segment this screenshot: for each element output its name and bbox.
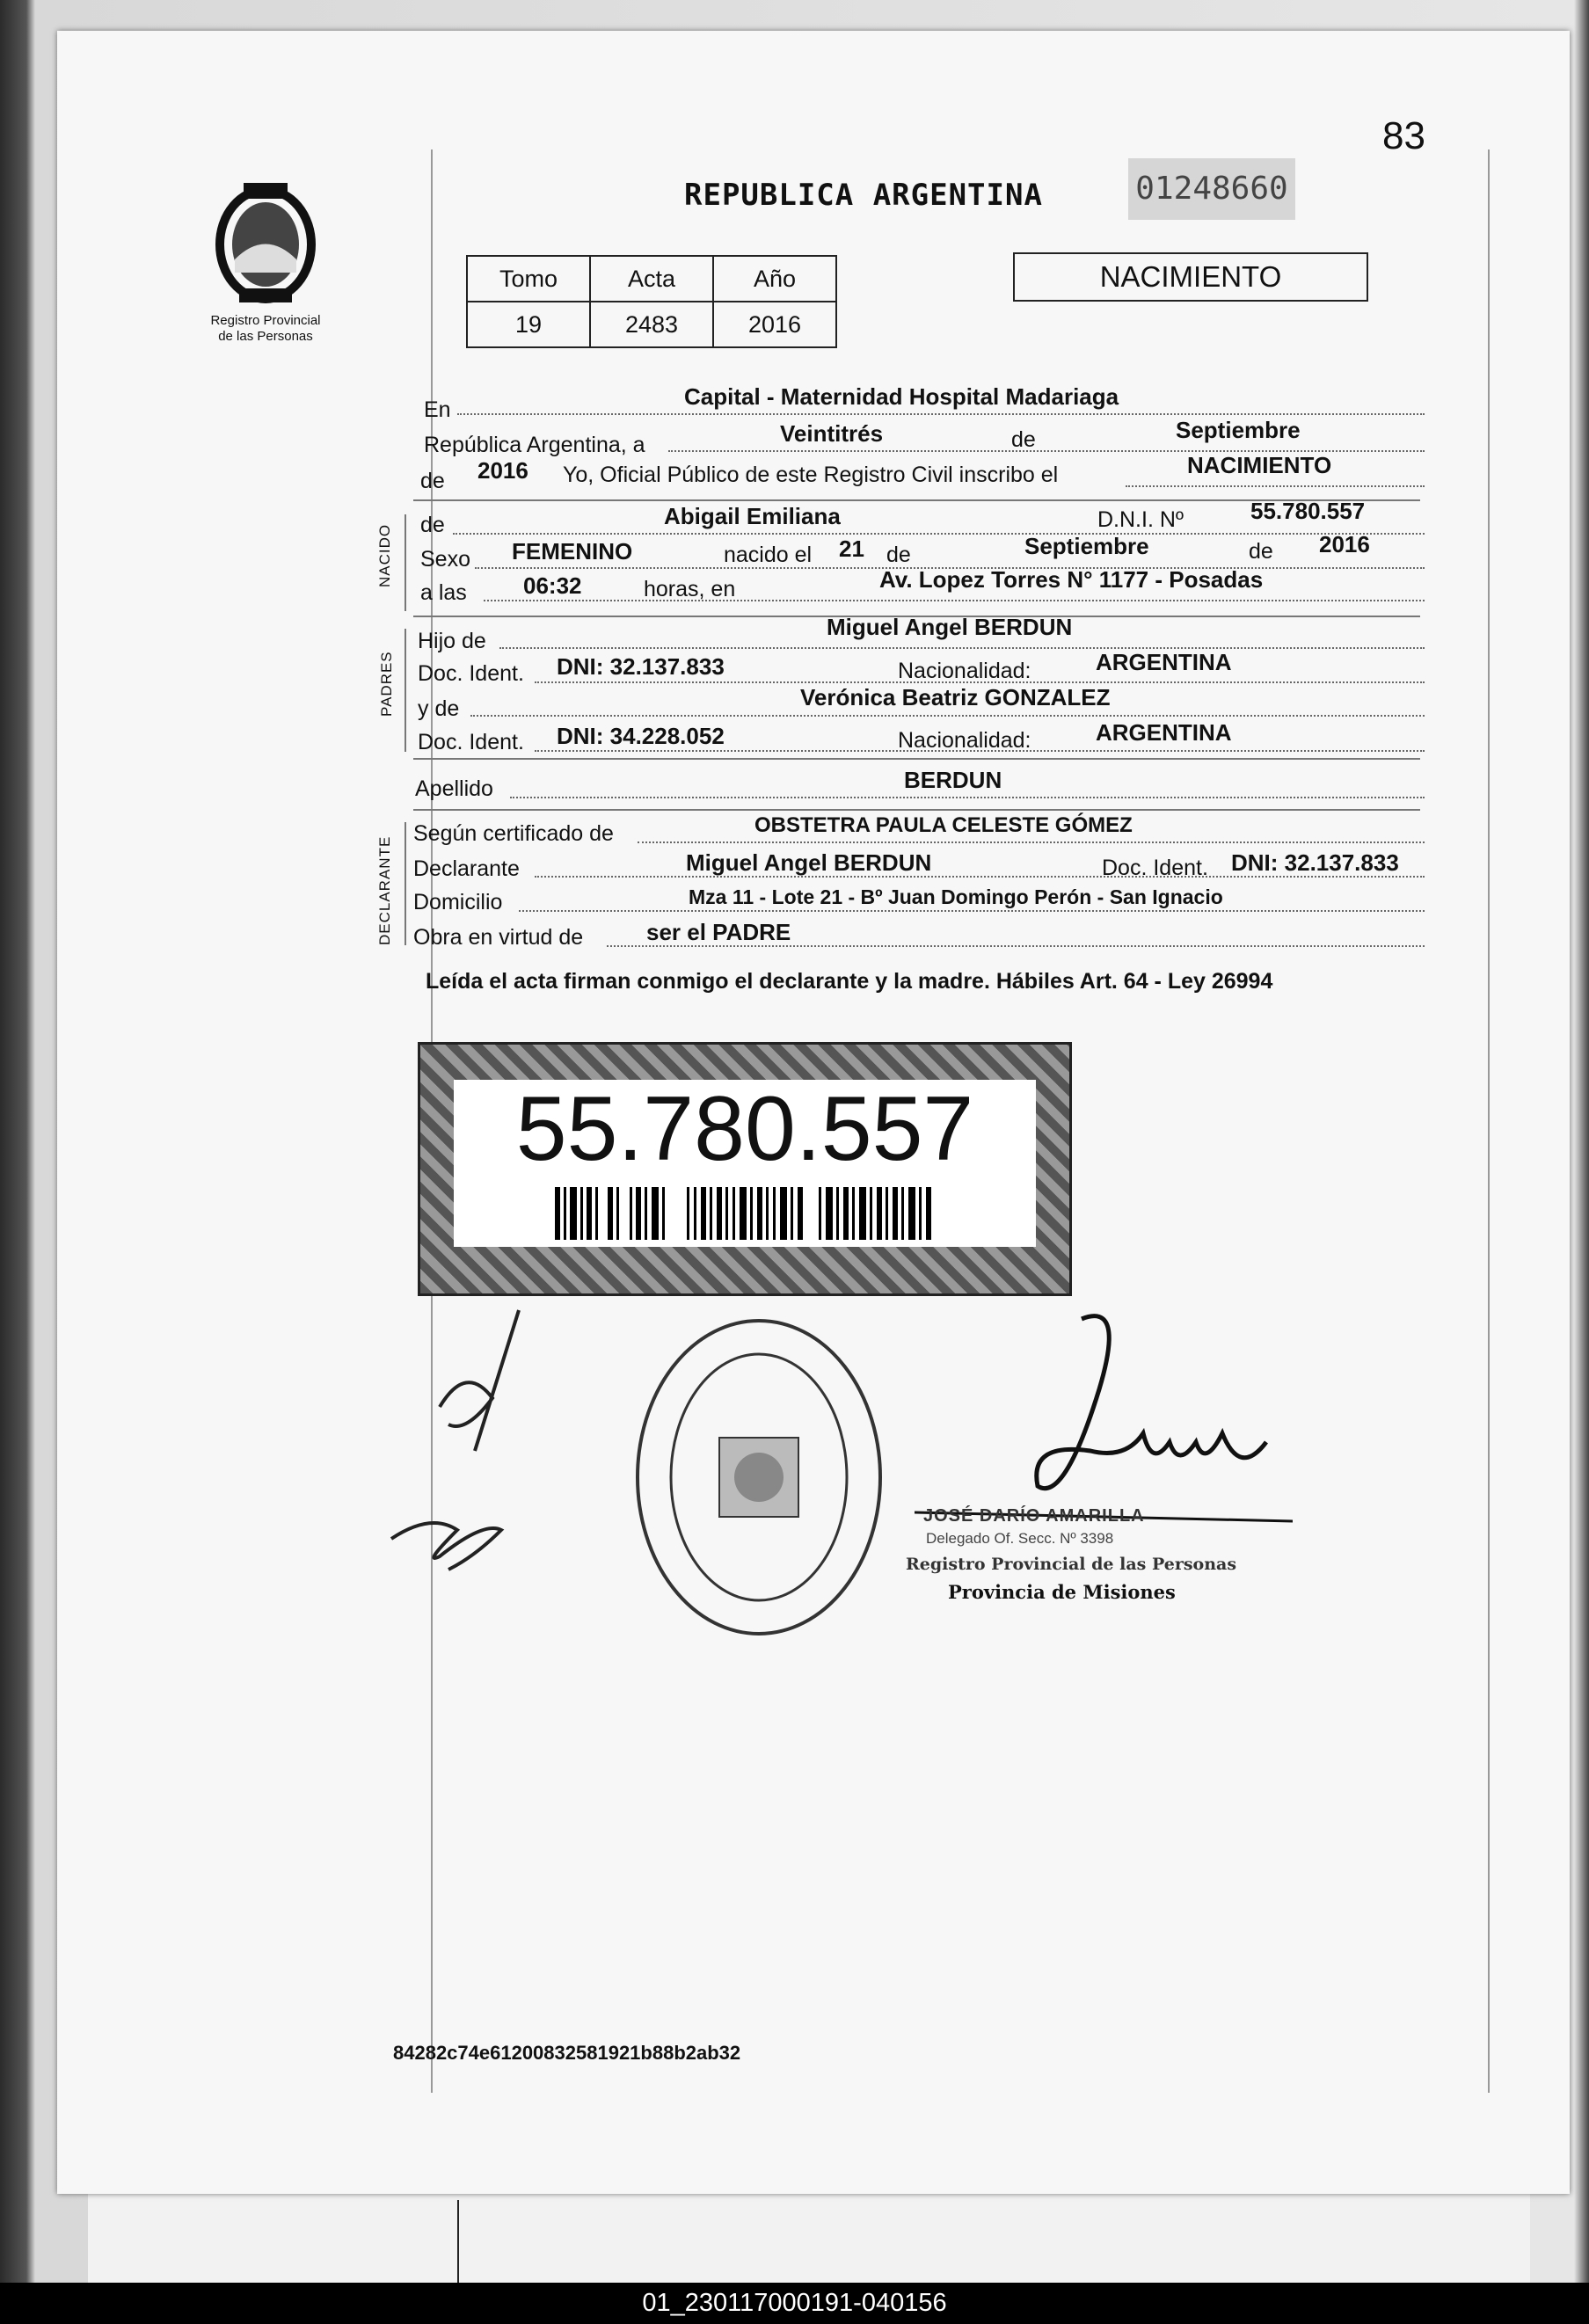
mother-nacionalidad: ARGENTINA — [1096, 719, 1232, 746]
coat-of-arms-icon — [213, 176, 318, 308]
section-label-declarante: DECLARANTE — [376, 835, 393, 945]
domicilio-label: Domicilio — [413, 890, 503, 914]
document-hash: 84282c74e61200832581921b88b2ab32 — [393, 2042, 741, 2064]
declarante-doc: DNI: 32.137.833 — [1231, 849, 1399, 876]
serial-number: 01248660 — [1128, 158, 1295, 220]
section-rule — [413, 809, 1420, 811]
registry-header-anio: Año — [713, 256, 836, 302]
inscription-value: NACIMIENTO — [1187, 452, 1332, 478]
inscription-text: Yo, Oficial Público de este Registro Civil inscribo el — [563, 463, 1059, 487]
apellido-label: Apellido — [415, 776, 493, 801]
dotted-line — [510, 797, 1425, 798]
dni-label: D.N.I. Nº — [1097, 507, 1184, 532]
dotted-line — [499, 647, 1425, 649]
date-day: Veintitrés — [780, 420, 884, 447]
domicilio-value: Mza 11 - Lote 21 - Bº Juan Domingo Perón - San Ignacio — [689, 885, 1223, 908]
closing-statement: Leída el acta firman conmigo el declarante y la madre. Hábiles Art. 64 - Ley 26994 — [426, 969, 1273, 994]
dotted-line — [519, 910, 1425, 912]
registry-tomo: 19 — [467, 302, 590, 347]
nacido-month: Septiembre — [1024, 533, 1149, 559]
section-label-padres: PADRES — [378, 651, 395, 717]
dotted-line — [638, 841, 1425, 843]
mother-nac-label: Nacionalidad: — [898, 728, 1031, 753]
nacido-el-label: nacido el — [724, 543, 813, 567]
official-signature — [915, 1310, 1293, 1539]
official-office: Registro Provincial de las Personas — [906, 1555, 1237, 1574]
father-name: Miguel Angel BERDUN — [827, 614, 1073, 640]
father-nacionalidad: ARGENTINA — [1096, 649, 1232, 675]
registry-header-acta: Acta — [590, 256, 713, 302]
nacido-year: 2016 — [1319, 531, 1370, 557]
underlying-sheet — [88, 2181, 1530, 2288]
section-side-line — [405, 629, 406, 752]
mother-name: Verónica Beatriz GONZALEZ — [800, 684, 1111, 710]
act-type-box: NACIMIENTO — [1013, 252, 1368, 302]
nacido-de3-label: de — [1249, 539, 1273, 564]
page-number: 83 — [1382, 114, 1425, 157]
mother-doc: DNI: 34.228.052 — [557, 723, 725, 749]
barcode-icon — [555, 1187, 933, 1240]
declarante-doc-label: Doc. Ident. — [1102, 856, 1208, 880]
dotted-line — [470, 715, 1425, 717]
nacido-address: Av. Lopez Torres N° 1177 - Posadas — [879, 566, 1264, 593]
father-nac-label: Nacionalidad: — [898, 659, 1031, 683]
section-side-line — [405, 822, 406, 945]
hijo-label: Hijo de — [418, 629, 486, 653]
section-side-line — [405, 514, 406, 611]
dni-stamp — [418, 1042, 1072, 1296]
place-value: Capital - Maternidad Hospital Madariaga — [684, 383, 1119, 410]
registry-acta: 2483 — [590, 302, 713, 347]
dotted-line — [1126, 485, 1425, 487]
apellido-value: BERDUN — [904, 767, 1002, 793]
official-province: Provincia de Misiones — [948, 1581, 1176, 1603]
nacido-dni: 55.780.557 — [1250, 498, 1366, 524]
dni-stamp-number: 55.780.557 — [515, 1078, 974, 1180]
country-title: REPUBLICA ARGENTINA — [684, 178, 1043, 213]
obra-label: Obra en virtud de — [413, 925, 584, 950]
date-de-label: de — [1011, 427, 1036, 452]
official-name: JOSÉ DARÍO AMARILLA — [923, 1506, 1145, 1526]
signature-mark-1 — [413, 1301, 536, 1460]
date-label: República Argentina, a — [424, 433, 645, 457]
nacido-time: 06:32 — [523, 572, 582, 599]
registry-header-tomo: Tomo — [467, 256, 590, 302]
dotted-line — [484, 600, 1425, 601]
registry-anio: 2016 — [713, 302, 836, 347]
cert-value: OBSTETRA PAULA CELESTE GÓMEZ — [754, 813, 1133, 837]
nacido-sexo: FEMENINO — [512, 538, 633, 565]
image-caption: 01_230117000191-040156 — [0, 2283, 1589, 2324]
date-month: Septiembre — [1176, 417, 1301, 443]
declarante-label: Declarante — [413, 856, 520, 881]
nacido-day: 21 — [839, 535, 864, 562]
sexo-label: Sexo — [420, 547, 470, 572]
declarante-name: Miguel Angel BERDUN — [686, 849, 932, 876]
nacido-de2-label: de — [886, 543, 911, 567]
inscription-year: 2016 — [477, 457, 528, 484]
signature-mark-2 — [387, 1495, 510, 1574]
dni-stamp-panel — [454, 1080, 1036, 1247]
dotted-line — [457, 413, 1425, 415]
dotted-line — [453, 533, 1425, 535]
obra-value: ser el PADRE — [646, 919, 791, 945]
logo-caption-line1: Registro Provincial — [210, 313, 321, 328]
father-doc: DNI: 32.137.833 — [557, 653, 725, 680]
official-seal — [631, 1315, 886, 1640]
registry-table — [466, 255, 837, 348]
logo-caption-line2: de las Personas — [218, 329, 313, 344]
horas-label: horas, en — [644, 577, 736, 601]
province-logo — [195, 176, 336, 345]
nacido-de-label: de — [420, 513, 445, 537]
yde-label: y de — [418, 696, 460, 721]
nacido-name: Abigail Emiliana — [664, 503, 841, 529]
place-label: En — [424, 397, 451, 422]
mother-doc-label: Doc. Ident. — [418, 730, 524, 754]
section-rule — [413, 758, 1420, 760]
sheet-divider — [457, 2200, 459, 2288]
official-role: Delegado Of. Secc. Nº 3398 — [926, 1530, 1114, 1547]
cert-label: Según certificado de — [413, 821, 614, 846]
alas-label: a las — [420, 580, 467, 605]
year-de-label: de — [420, 469, 445, 493]
father-doc-label: Doc. Ident. — [418, 661, 524, 686]
section-label-nacido: NACIDO — [376, 523, 393, 587]
